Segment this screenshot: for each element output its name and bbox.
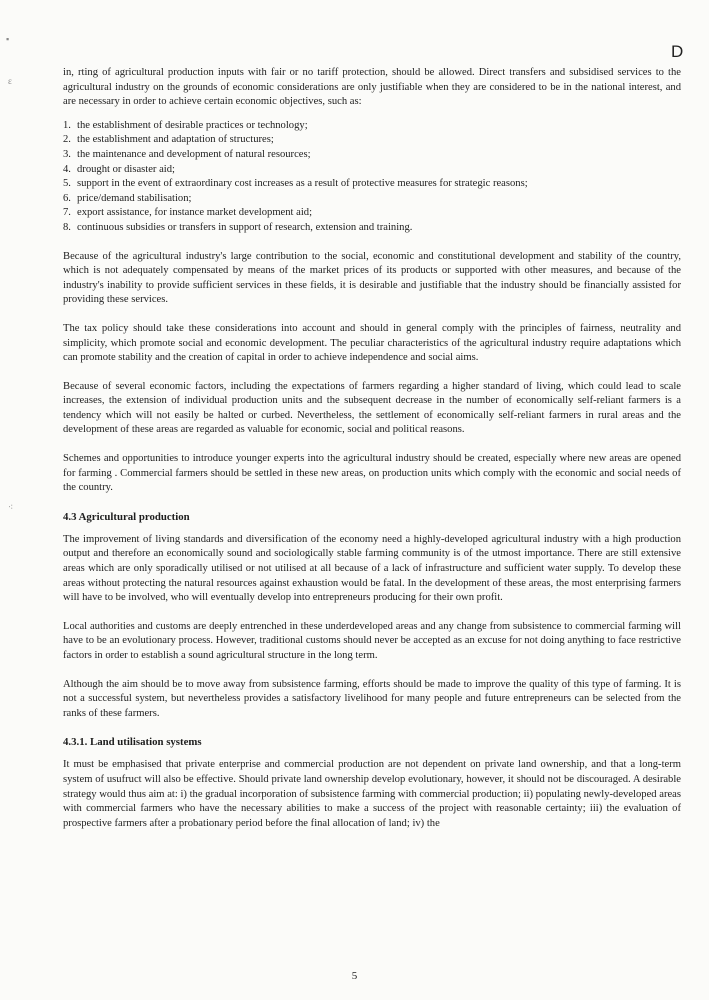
intro-paragraph: in, rting of agricultural production inputs with fair or no tariff protection, should be allowed. Direct transfers and subsidised services to the agricultural industry on the grounds of economic considerations are only justifiable when they are considered to be in the national interest, and are necessary in order to achieve certain economic objectives, such as: — [63, 67, 681, 108]
scan-speck: ▪ — [6, 34, 10, 44]
list-item-text: support in the event of extraordinary cost increases as a result of protective measures for strategic reasons; — [77, 178, 528, 190]
body-paragraph: Although the aim should be to move away from subsistence farming, efforts should be made to improve the quality of this type of farming. It is not a successful system, but nevertheless provides a satisfactory livelihood for many people and future entrepreneurs can be selected from the ranks of these farmers. — [63, 678, 681, 719]
list-item-number: 2. — [63, 134, 71, 146]
body-paragraph: Schemes and opportunities to introduce younger experts into the agricultural industry should be created, especially where new areas are opened for farming . Commercial farmers should be settled in these new areas, on production units which comply with the economic and social needs of the country. — [63, 453, 681, 494]
list-item — [63, 206, 681, 221]
list-item-text: export assistance, for instance market development aid; — [77, 207, 313, 219]
list-item-text: drought or disaster aid; — [77, 163, 175, 175]
body-paragraph: Because of the agricultural industry's large contribution to the social, economic and constitutional development and stability of the country, which is not adequately compensated by means of the market prices of its products or supported with other measures, and because of the industry's inability to provide sufficient services in these fields, it is desirable and justifiable that the industry should be financially assisted for providing these services. — [63, 250, 681, 306]
body-paragraph: Local authorities and customs are deeply entrenched in these underdeveloped areas and any change from subsistence to commercial farming will have to be an evolutionary process. However, traditional customs should never be accepted as an excuse for not doing anything to face restrictive factors in order to establish a sound agricultural structure in the long term. — [63, 620, 681, 661]
body-paragraph: Because of several economic factors, including the expectations of farmers regarding a higher standard of living, which could lead to scale increases, the extension of individual production units and the subsequent decrease in the number of economically self-reliant farmers is a tendency which will not easily be halted or curbed. Nevertheless, the settlement of economically self-reliant farmers in rural areas and the development of these areas are regarded as valuable for economic, social and political reasons. — [63, 380, 681, 436]
list-item — [63, 148, 681, 163]
body-paragraph: The tax policy should take these considerations into account and should in general comply with the principles of fairness, neutrality and simplicity, which promote social and economic development. The peculiar characteristics of the agricultural industry require adaptations which can promote stability and the creation of capital in order to achieve independence and social aims. — [63, 322, 681, 364]
scan-speck: ⁖ — [8, 502, 14, 512]
section-heading: 4.3 Agricultural production — [63, 510, 190, 523]
list-item — [63, 133, 681, 148]
list-item-text: the maintenance and development of natural resources; — [77, 148, 311, 160]
list-item-number: 6. — [63, 192, 71, 204]
list-item-number: 4. — [63, 163, 71, 175]
list-item — [63, 192, 681, 207]
objectives-list — [63, 119, 681, 236]
list-item-text: continuous subsidies or transfers in support of research, extension and training. — [77, 221, 413, 233]
list-item-number: 5. — [63, 178, 71, 190]
scan-speck: ɛ — [8, 76, 12, 86]
list-item-text: the establishment of desirable practices or technology; — [77, 119, 308, 131]
list-item-number: 7. — [63, 207, 71, 219]
list-item-number: 8. — [63, 221, 71, 233]
list-item-number: 3. — [63, 148, 71, 160]
list-item-text: price/demand stabilisation; — [77, 192, 192, 204]
subsection-heading: 4.3.1. Land utilisation systems — [63, 736, 202, 749]
list-item-number: 1. — [63, 119, 71, 131]
list-item — [63, 119, 681, 134]
corner-letter: D — [671, 42, 684, 61]
page-number: 5 — [351, 970, 358, 982]
body-paragraph: The improvement of living standards and diversification of the economy need a highly-developed agricultural industry with a high production output and therefore an economically sound and sociologically stable farming community is of the utmost importance. There are still extensive areas which are only sporadically utilised or not utilised at all because of a lack of infrastructure and sufficient water supply. To develop these areas without protecting the natural resources against exhaustion would be fatal. In the development of these areas, the most enterprising farmers will have to be involved, who will eventually develop into entrepreneurs producing for their own profit. — [63, 533, 681, 604]
list-item — [63, 163, 681, 178]
list-item-text: the establishment and adaptation of structures; — [77, 134, 274, 146]
list-item — [63, 177, 681, 192]
list-item — [63, 221, 681, 236]
document-body — [63, 66, 681, 831]
body-paragraph: It must be emphasised that private enterprise and commercial production are not dependent on private land ownership, and that a long-term system of usufruct will also be effective. Should private land ownership develop evolutionary, however, it should not be discouraged. A desirable strategy would thus aim at: i) the gradual incorporation of subsistence farming with commercial production; ii) populating newly-developed areas with commercial farmers who have the necessary abilities to make a success of the project with reasonable certainty; iii) the evaluation of prospective farmers after a probationary period before the final allocation of land; iv) the — [63, 759, 681, 829]
